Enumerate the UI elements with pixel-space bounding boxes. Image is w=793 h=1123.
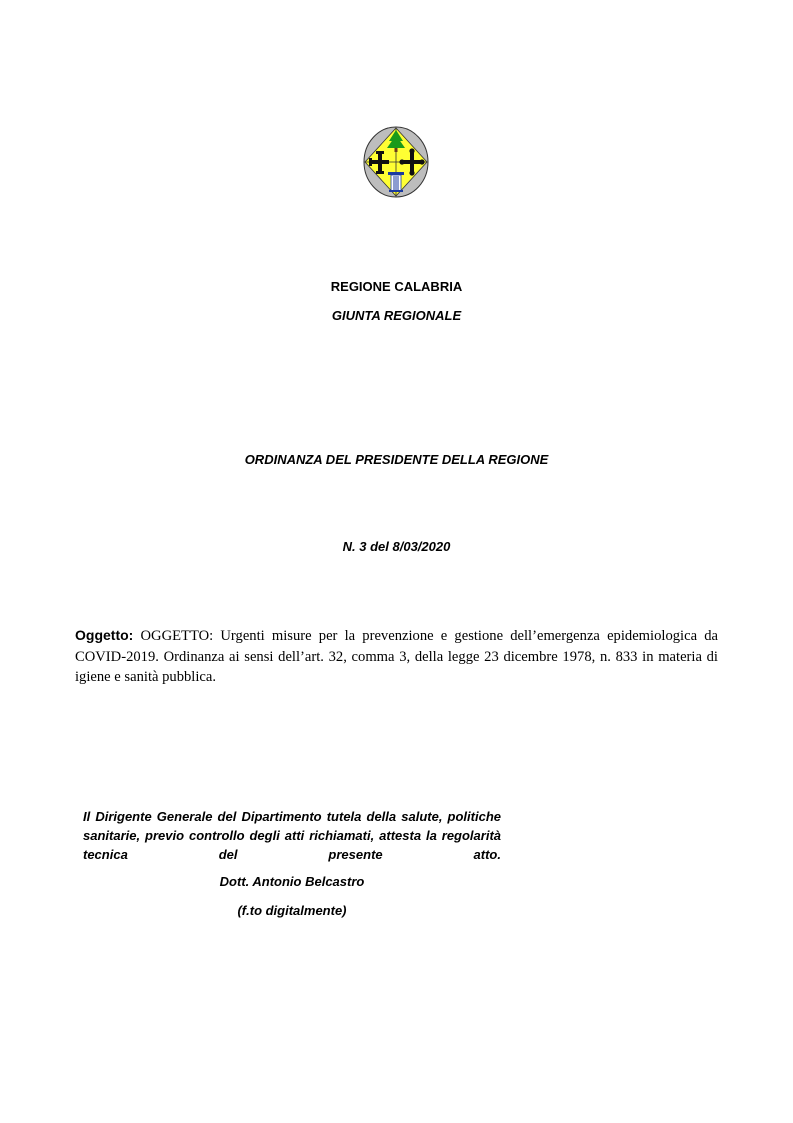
subject-paragraph xyxy=(75,625,718,688)
attestation-text: Il Dirigente Generale del Dipartimento tutela della salute, politiche sanitarie, previo controllo degli atti richiamati, attesta la regolarità tecnica del presente atto. xyxy=(83,809,501,862)
signer-name: Dott. Antonio Belcastro xyxy=(219,874,365,889)
subject-label: Oggetto: xyxy=(75,627,134,643)
region-title: REGIONE CALABRIA xyxy=(330,279,463,294)
subject-text: OGGETTO: Urgenti misure per la prevenzione e gestione dell’emergenza epidemiologica da COVID-2019. Ordinanza ai sensi dell’art. 32, comma 3, della legge 23 dicembre 1978, n. 833 in materia di igiene e sanità pubblica. xyxy=(75,628,718,685)
document-type: ORDINANZA DEL PRESIDENTE DELLA REGIONE xyxy=(244,452,549,467)
regione-calabria-emblem-icon xyxy=(363,126,429,198)
council-title: GIUNTA REGIONALE xyxy=(331,308,462,323)
document-number: N. 3 del 8/03/2020 xyxy=(342,539,451,554)
signature-note: (f.to digitalmente) xyxy=(237,903,347,918)
